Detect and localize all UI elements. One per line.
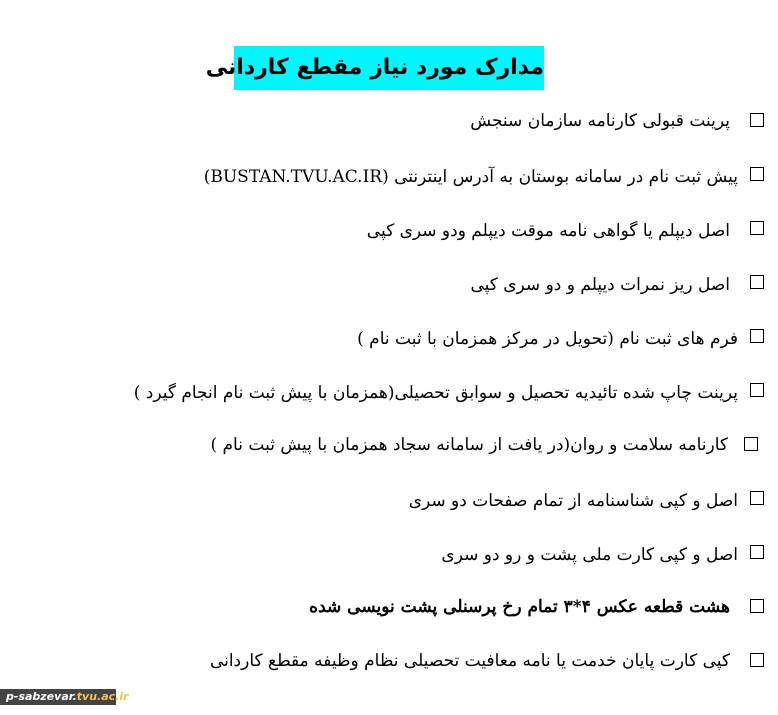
- list-item: [0, 484, 778, 524]
- watermark-prefix: p-sabzevar.: [6, 690, 77, 703]
- list-item-text: پیش ثبت نام در سامانه بوستان به آدرس اینترنتی (BUSTAN.TVU.AC.IR): [203, 167, 738, 187]
- checkbox-icon: [750, 221, 764, 235]
- checkbox-icon: [744, 437, 758, 451]
- list-item: [0, 214, 778, 254]
- list-item: [0, 646, 778, 686]
- list-item-text: کارنامه سلامت و روان(در یافت از سامانه سجاد همزمان با پیش ثبت نام ): [210, 435, 728, 455]
- list-item-text: کپی کارت پایان خدمت یا نامه معافیت تحصیلی نظام وظیفه مقطع کاردانی: [209, 651, 730, 671]
- list-item-text: هشت قطعه عکس ۴*۳ تمام رخ پرسنلی پشت نویسی شده: [309, 597, 730, 617]
- list-item: [0, 106, 778, 146]
- page-title: مدارک مورد نیاز مقطع کاردانی: [234, 46, 544, 90]
- checkbox-icon: [750, 599, 764, 613]
- list-item-text: اصل و کپی شناسنامه از تمام صفحات دو سری: [408, 491, 738, 511]
- list-item-text: اصل ریز نمرات دیپلم و دو سری کپی: [470, 275, 730, 295]
- list-item: [0, 592, 778, 632]
- checkbox-icon: [750, 275, 764, 289]
- list-item-text: اصل و کپی کارت ملی پشت و رو دو سری: [441, 545, 738, 565]
- list-item: [0, 322, 778, 362]
- list-item: [0, 268, 778, 308]
- list-item-text: پرینت چاپ شده تائیدیه تحصیل و سوابق تحصیلی(همزمان با پیش ثبت نام انجام گیرد ): [133, 383, 738, 403]
- checkbox-icon: [750, 329, 764, 343]
- list-item: [0, 376, 778, 416]
- list-item: [0, 538, 778, 578]
- watermark-suffix: tvu.ac.ir: [76, 690, 129, 703]
- list-item-text: اصل دیپلم یا گواهی نامه موقت دیپلم ودو سری کپی: [366, 221, 730, 241]
- checkbox-icon: [750, 167, 764, 181]
- checkbox-icon: [750, 383, 764, 397]
- list-item-text: پرینت قبولی کارنامه سازمان سنجش: [470, 111, 730, 131]
- checkbox-icon: [750, 545, 764, 559]
- list-item: [0, 430, 778, 470]
- list-item-text: فرم های ثبت نام (تحویل در مرکز همزمان با ثبت نام ): [357, 329, 738, 349]
- site-watermark: [0, 689, 129, 705]
- list-item: [0, 160, 778, 200]
- checkbox-icon: [750, 653, 764, 667]
- checkbox-icon: [750, 491, 764, 505]
- checkbox-icon: [750, 113, 764, 127]
